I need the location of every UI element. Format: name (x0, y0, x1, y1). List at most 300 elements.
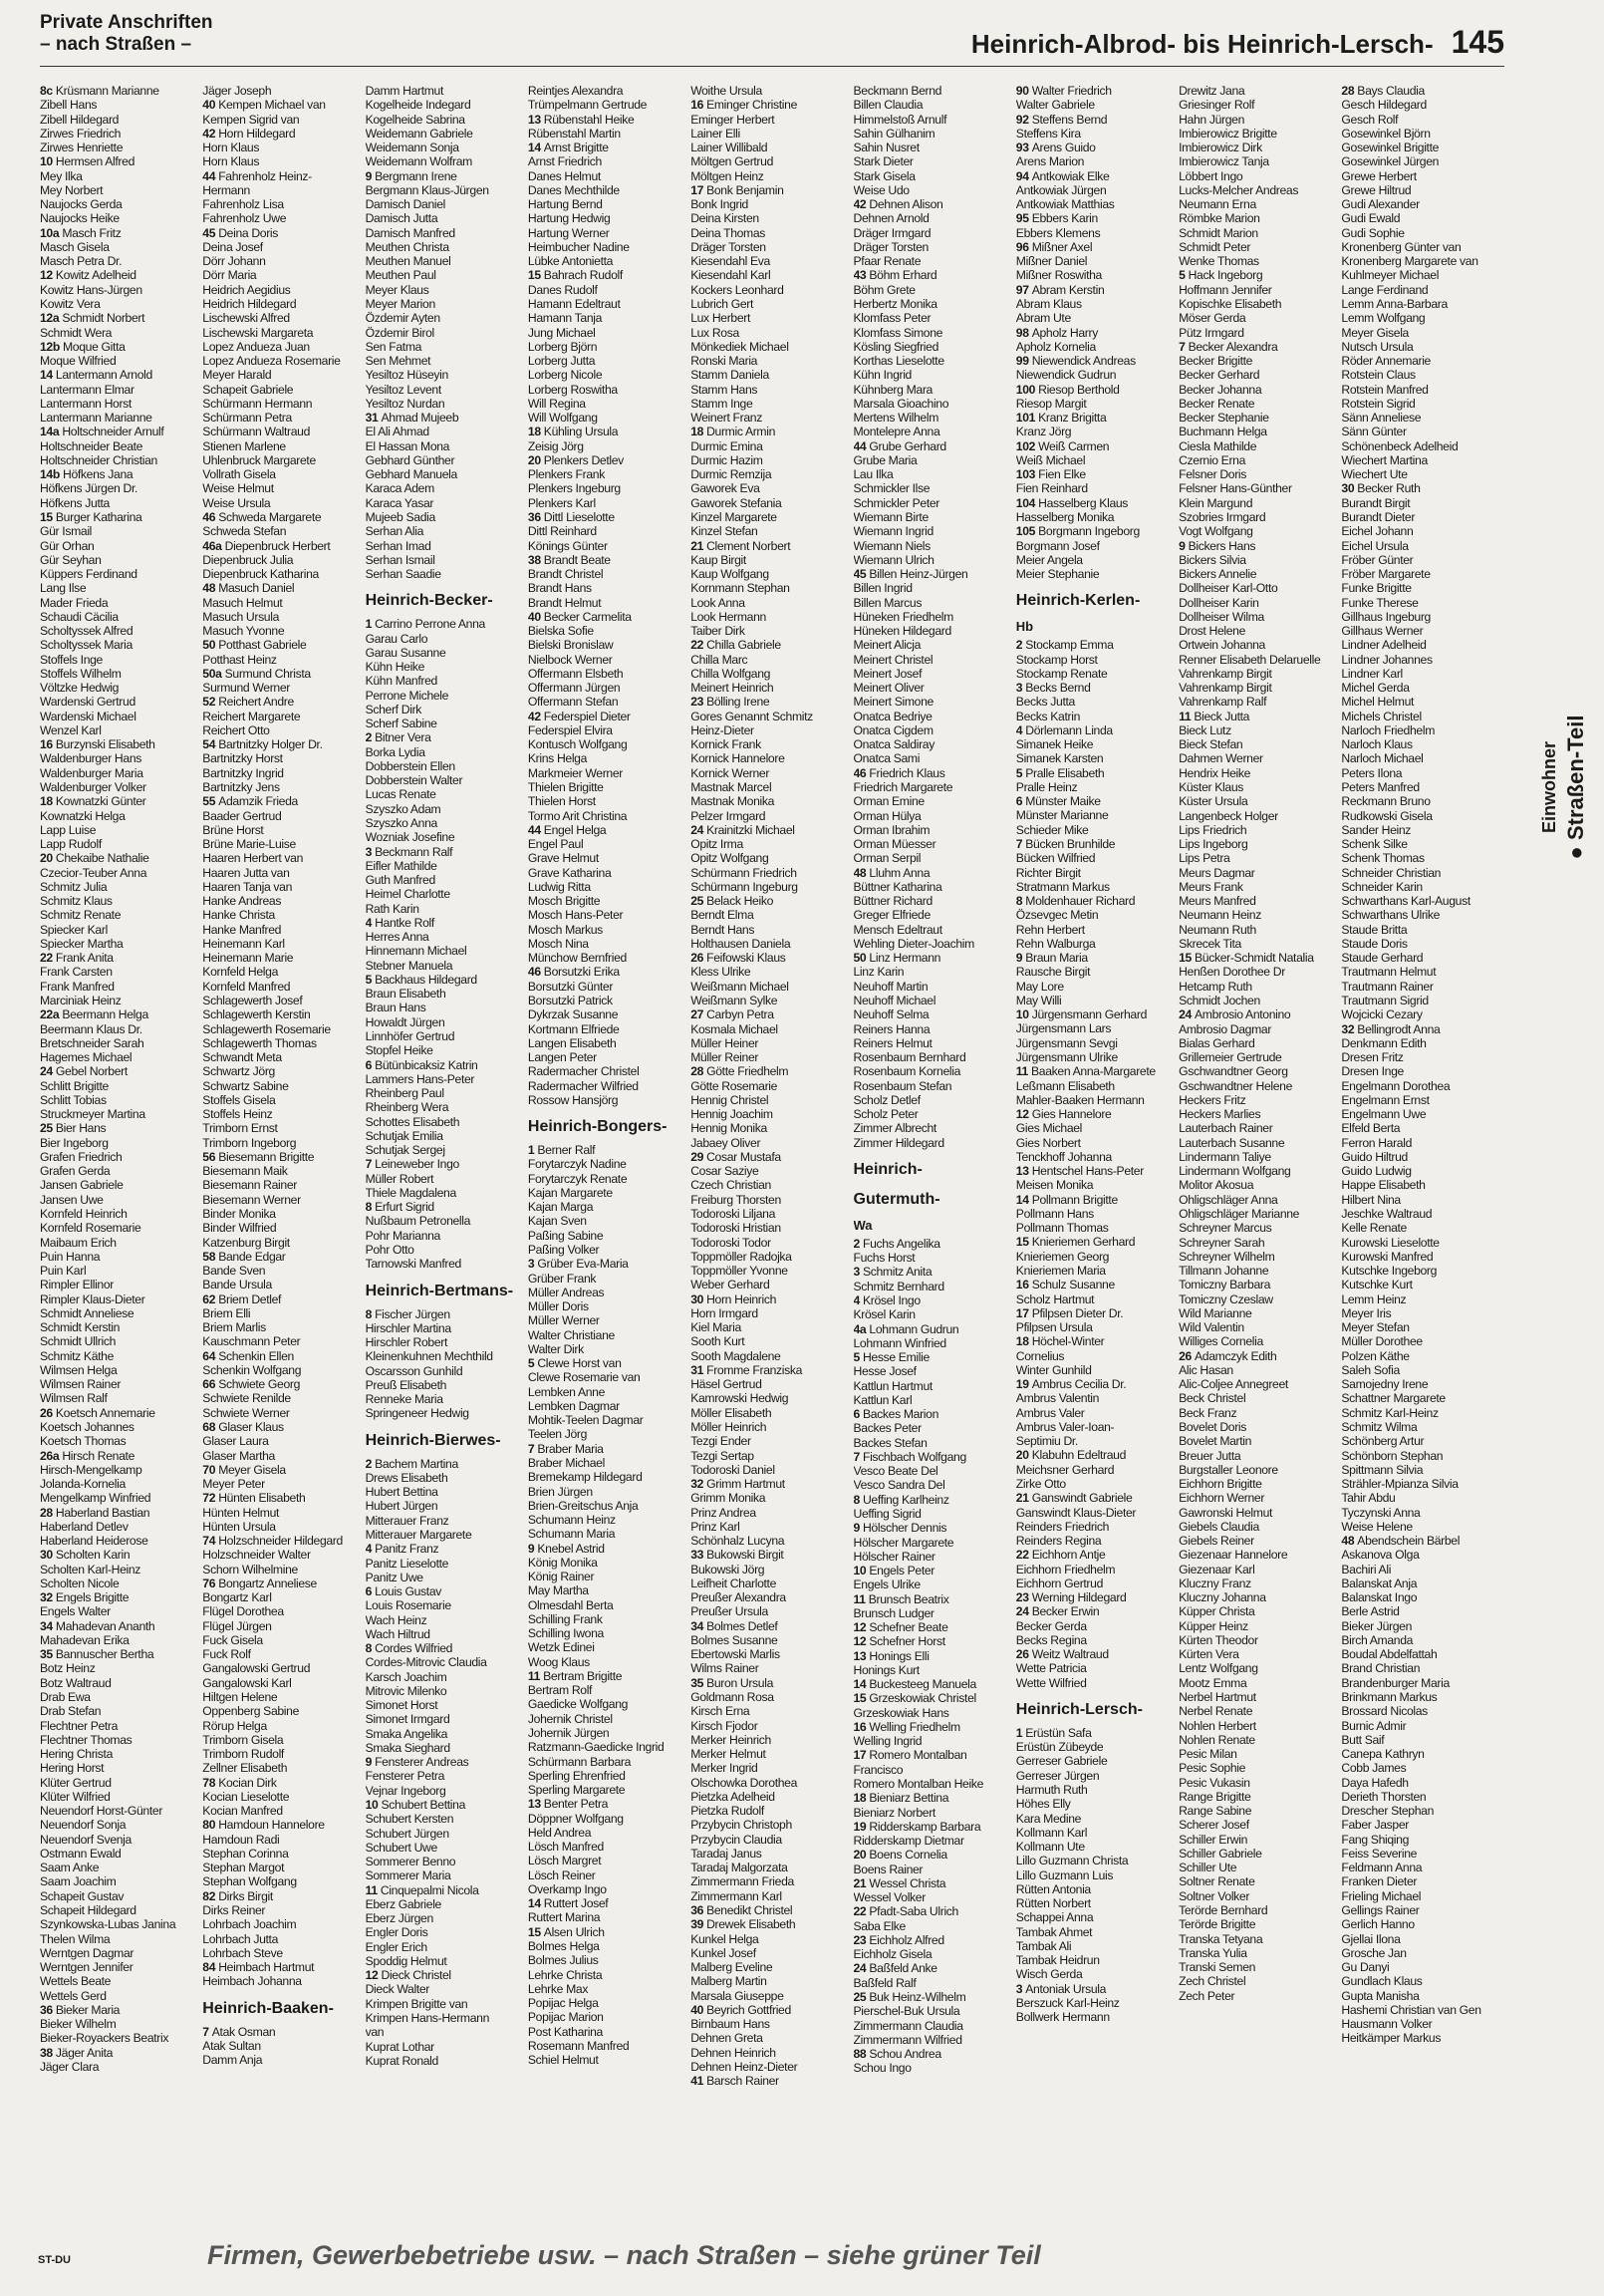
house-number: 27 (690, 1007, 707, 1022)
resident-entry: Klüter Wilfried (40, 1789, 111, 1804)
resident-entry: Küpper Heinz (1179, 1618, 1248, 1633)
resident-entry: Breuer Jutta (1179, 1448, 1241, 1463)
resident-entry: Dahmen Werner (1179, 751, 1263, 766)
resident-entry: Schottes Elisabeth (365, 1114, 460, 1129)
resident-entry: Horn Klaus (202, 141, 260, 155)
resident-entry: Bartnitzky Jens (202, 780, 280, 795)
house-number: 26 (1015, 1647, 1032, 1662)
resident-entry: Gosewinkel Björn (1341, 126, 1431, 141)
resident-entry: Meier Stephanie (1015, 567, 1100, 582)
resident-entry: Jäger Clara (40, 2059, 100, 2074)
resident-entry: Puin Karl (40, 1264, 87, 1279)
resident-entry: 20 Chekaibe Nathalie (40, 851, 149, 866)
resident-entry: 22 Pfadt-Saba Ulrich (853, 1904, 958, 1919)
resident-entry: Rosemann Manfred (527, 2038, 630, 2053)
resident-entry: Gür Ismail (40, 524, 93, 539)
resident-entry: Weber Gerhard (690, 1278, 770, 1292)
house-number: 14 (527, 1896, 544, 1911)
resident-entry: Drews Elisabeth (365, 1470, 448, 1485)
resident-entry: Frieling Michael (1341, 1888, 1422, 1903)
resident-entry: Lohmann Winfried (853, 1335, 946, 1350)
resident-entry: Orman Emine (853, 794, 925, 809)
resident-entry: Weißmann Sylke (690, 994, 778, 1007)
directory-column (1179, 84, 1339, 2176)
house-number: 30 (40, 1548, 56, 1563)
resident-entry: Schmidt Anneliese (40, 1305, 134, 1320)
house-number: 14 (1015, 1192, 1032, 1207)
resident-entry: 100 Riesop Berthold (1015, 382, 1120, 397)
resident-entry: Kinzel Stefan (690, 524, 758, 539)
resident-entry: Struckmeyer Martina (40, 1107, 145, 1122)
resident-entry: 9 Hölscher Dennis (853, 1521, 947, 1536)
resident-entry: Askanova Olga (1341, 1548, 1420, 1563)
resident-entry: Sen Fatma (365, 339, 422, 354)
house-number: 6 (1015, 794, 1026, 809)
resident-entry: Engler Erich (365, 1939, 427, 1954)
resident-entry: 19 Ridderskamp Barbara (853, 1819, 981, 1834)
resident-entry: Meichsner Gerhard (1015, 1462, 1115, 1477)
resident-entry: Deina Josef (202, 239, 263, 254)
resident-entry: Brüne Horst (202, 822, 264, 837)
resident-entry: 104 Hasselberg Klaus (1015, 495, 1129, 510)
house-number: 88 (853, 2047, 870, 2062)
resident-entry: 14a Holtschneider Arnulf (40, 425, 164, 439)
resident-entry: 3 Beckmann Ralf (365, 844, 453, 859)
resident-entry: Feldmann Anna (1341, 1861, 1423, 1875)
house-number: 100 (1015, 382, 1039, 397)
resident-entry: Schenkin Wolfgang (202, 1362, 302, 1377)
resident-entry: Waldenburger Volker (40, 780, 146, 795)
resident-entry: Sperling Ehrenfried (527, 1768, 626, 1783)
house-number: 16 (690, 98, 707, 113)
resident-entry: Marsala Gioachino (853, 396, 949, 411)
resident-entry: Ebbers Klemens (1015, 225, 1101, 240)
resident-entry: 2 Bachem Martina (365, 1456, 458, 1471)
resident-entry: Will Regina (527, 396, 586, 411)
resident-entry: Prinz Karl (690, 1519, 740, 1534)
resident-entry: Zellner Elisabeth (202, 1761, 288, 1776)
house-number: 95 (1015, 211, 1032, 226)
resident-entry: Vahrenkamp Birgit (1179, 681, 1272, 696)
house-number: 13 (1015, 1164, 1032, 1179)
resident-entry: 36 Dittl Lieselotte (527, 509, 615, 524)
resident-entry: Ambrus Valentin (1015, 1391, 1100, 1406)
resident-entry: Jürgensmann Lars (1015, 1021, 1112, 1036)
resident-entry: Pollmann Thomas (1015, 1221, 1109, 1236)
house-number: 42 (853, 197, 870, 212)
resident-entry: Reiners Helmut (853, 1035, 933, 1050)
resident-entry: Pütz Irmgard (1179, 325, 1244, 340)
resident-entry: Puin Hanna (40, 1249, 101, 1264)
resident-entry: Meurs Manfred (1179, 894, 1256, 909)
house-number: 18 (40, 794, 56, 809)
resident-entry: Saam Anke (40, 1861, 100, 1875)
resident-entry: Moque Wilfried (40, 354, 117, 369)
section-title-line1: Private Anschriften (40, 12, 213, 33)
resident-entry: Schlitt Tobias (40, 1092, 107, 1107)
resident-entry: Kranz Jörg (1015, 425, 1072, 439)
resident-entry: 70 Meyer Gisela (202, 1462, 286, 1477)
resident-entry: Brüne Marie-Luise (202, 837, 296, 852)
resident-entry: Glaser Laura (202, 1434, 269, 1449)
resident-entry: Funke Therese (1341, 595, 1419, 610)
resident-entry: Dykrzak Susanne (527, 1007, 619, 1022)
resident-entry: Wiemann Niels (853, 538, 931, 553)
resident-entry: Franken Dieter (1341, 1874, 1418, 1889)
resident-entry: Schmitz Klaus (40, 894, 113, 909)
resident-entry: Szobries Irmgard (1179, 509, 1266, 524)
resident-entry: Eifler Mathilde (365, 858, 437, 873)
resident-entry: 25 Belack Heiko (690, 894, 774, 909)
resident-entry: Hirschler Robert (365, 1335, 448, 1350)
resident-entry: König Monika (527, 1555, 598, 1570)
house-number: 45 (853, 567, 870, 582)
house-number: 12 (365, 1968, 382, 1983)
resident-entry: Onatca Saldiray (853, 737, 935, 752)
directory-column (1016, 84, 1177, 2176)
resident-entry: Trimborn Rudolf (202, 1747, 284, 1762)
resident-entry: 16 Schulz Susanne (1015, 1278, 1115, 1292)
resident-entry: Louis Rosemarie (365, 1598, 451, 1613)
resident-entry: 3 Schmitz Anita (853, 1265, 933, 1280)
resident-entry: Panitz Lieselotte (365, 1556, 449, 1571)
resident-entry: Perrone Michele (365, 688, 449, 703)
resident-entry: Hennig Monika (690, 1121, 767, 1136)
resident-entry: Kogelheide Sabrina (365, 112, 465, 127)
house-number: 4 (1015, 722, 1026, 737)
resident-entry: Staude Gerhard (1341, 951, 1424, 966)
house-number: 1 (1015, 1725, 1026, 1740)
resident-entry: Eberz Gabriele (365, 1896, 441, 1911)
resident-entry: Pierschel-Buk Ursula (853, 2004, 960, 2019)
resident-entry: 7 Becker Alexandra (1179, 339, 1278, 354)
resident-entry: Weidemann Gabriele (365, 126, 473, 141)
resident-entry: Engelmann Uwe (1341, 1107, 1427, 1122)
resident-entry: Kornick Frank (690, 737, 761, 752)
resident-entry: Bongartz Karl (202, 1590, 272, 1605)
resident-entry: Grewe Hiltrud (1341, 182, 1412, 197)
resident-entry: Kornfeld Helga (202, 965, 279, 980)
resident-entry: Pesic Sophie (1179, 1761, 1246, 1776)
resident-entry: 40 Kempen Michael van (202, 98, 326, 113)
resident-entry: Samojedny Irene (1341, 1377, 1429, 1392)
resident-entry: Schorn Wilhelmine (202, 1562, 298, 1577)
resident-entry: 78 Kocian Dirk (202, 1775, 277, 1790)
resident-entry: Kowitz Vera (40, 296, 101, 311)
resident-entry: 48 Masuch Daniel (202, 581, 295, 596)
resident-entry: 24 Gebel Norbert (40, 1064, 128, 1079)
resident-entry: Horn Klaus (202, 154, 260, 169)
resident-entry: Braber Michael (527, 1455, 605, 1470)
resident-entry: Weinert Franz (690, 411, 762, 426)
resident-entry: Lorberg Roswitha (527, 382, 618, 397)
resident-entry: Hennig Christel (690, 1092, 769, 1107)
resident-entry: 44 Engel Helga (527, 822, 607, 837)
house-number: 29 (690, 1149, 707, 1164)
resident-entry: Durmic Hazim (690, 452, 763, 467)
resident-entry: Faber Jasper (1341, 1818, 1409, 1833)
resident-entry: Radermacher Christel (527, 1064, 640, 1079)
resident-entry: Kogelheide Indegard (365, 98, 471, 113)
resident-entry: Kless Ulrike (690, 965, 751, 980)
resident-entry: Reinders Regina (1015, 1534, 1102, 1549)
resident-entry: Walter Dirk (527, 1341, 584, 1356)
resident-entry: 32 Grimm Hartmut (690, 1477, 785, 1492)
house-number: 38 (40, 2045, 56, 2060)
resident-entry: Gerreser Jürgen (1015, 1768, 1100, 1783)
house-number: 20 (40, 851, 56, 866)
resident-entry: 94 Antkowiak Elke (1015, 168, 1110, 183)
resident-entry: Oscarsson Gunhild (365, 1363, 463, 1378)
resident-entry: 64 Schenkin Ellen (202, 1348, 294, 1363)
resident-entry: Kocian Manfred (202, 1804, 283, 1819)
resident-entry: Kowitz Hans-Jürgen (40, 282, 142, 297)
resident-entry: Kuprat Ronald (365, 2053, 438, 2068)
house-number: 15 (1015, 1235, 1032, 1250)
house-number: 3 (1015, 1981, 1026, 1996)
resident-entry: Holtschneider Christian (40, 452, 157, 467)
resident-entry: Schappei Anna (1015, 1910, 1094, 1925)
resident-entry: Meyer Gisela (1341, 325, 1409, 340)
resident-entry: Hausmann Volker (1341, 2017, 1433, 2032)
resident-entry: Gschwandtner Helene (1179, 1078, 1293, 1093)
resident-entry: Schmickler Peter (853, 495, 940, 510)
resident-entry: Burgstaller Leonore (1179, 1462, 1278, 1477)
resident-entry: Lux Herbert (690, 311, 751, 326)
resident-entry: 26 Weitz Waltraud (1015, 1647, 1109, 1662)
resident-entry: Thielen Brigitte (527, 780, 604, 795)
directory-column (854, 84, 1014, 2176)
resident-entry: Yesiltoz Levent (365, 382, 441, 397)
resident-entry: Rütten Norbert (1015, 1896, 1091, 1911)
house-number: 3 (853, 1265, 863, 1280)
resident-entry: Gesch Hildegard (1341, 98, 1427, 113)
resident-entry: Braun Hans (365, 1001, 426, 1015)
resident-entry: Stark Gisela (853, 168, 916, 183)
resident-entry: 11 Bieck Jutta (1179, 709, 1250, 723)
resident-entry: Spiecker Martha (40, 936, 124, 951)
resident-entry: 21 Clement Norbert (690, 538, 791, 553)
resident-entry: Gosewinkel Brigitte (1341, 141, 1440, 155)
resident-entry: Hartung Werner (527, 225, 610, 240)
resident-entry: Bolmes Julius (527, 1953, 599, 1968)
resident-entry: 25 Buk Heinz-Wilhelm (853, 1990, 966, 2004)
resident-entry: Jansen Gabriele (40, 1178, 124, 1193)
resident-entry: Lapp Luise (40, 822, 97, 837)
resident-entry: Mastnak Monika (690, 794, 775, 809)
resident-entry: Abram Ute (1015, 311, 1071, 326)
resident-entry: Schönhalz Lucyna (690, 1534, 785, 1549)
resident-entry: Wiemann Ulrich (853, 552, 935, 567)
resident-entry: Dresen Inge (1341, 1064, 1404, 1079)
resident-entry: Hashemi Christian van Gen (1341, 2002, 1481, 2017)
house-number: 46a (202, 538, 225, 553)
resident-entry: Gschwandtner Georg (1179, 1064, 1288, 1079)
resident-entry: Abram Klaus (1015, 296, 1082, 311)
resident-entry: Weißmann Michael (690, 979, 789, 994)
resident-entry: Briem Marlis (202, 1320, 266, 1335)
resident-entry: Gellings Rainer (1341, 1903, 1420, 1917)
resident-entry: Mitterauer Franz (365, 1513, 449, 1528)
house-number: 19 (1015, 1377, 1032, 1392)
resident-entry: 15 Burger Katharina (40, 509, 142, 524)
resident-entry: Hölscher Margarete (853, 1535, 954, 1550)
resident-entry: Damm Anja (202, 2053, 263, 2068)
resident-entry: 35 Buron Ursula (690, 1675, 774, 1690)
resident-entry: Vollrath Gisela (202, 467, 276, 482)
resident-entry: Jürgensmann Sevgi (1015, 1035, 1118, 1050)
resident-entry: 36 Benedikt Christel (690, 1903, 793, 1917)
resident-entry: Felsner Doris (1179, 467, 1247, 482)
house-number: 72 (202, 1491, 219, 1506)
resident-entry: Hennig Joachim (690, 1107, 773, 1122)
resident-entry: 42 Horn Hildegard (202, 126, 296, 141)
house-number: 7 (853, 1449, 863, 1464)
resident-entry: 8 Fischer Jürgen (365, 1306, 450, 1321)
resident-entry: Wiechert Ute (1341, 467, 1408, 482)
resident-entry: Kajan Marga (527, 1200, 594, 1215)
resident-entry: Drab Ewa (40, 1690, 91, 1705)
house-number: 56 (202, 1149, 219, 1164)
resident-entry: Grzeskowiak Hans (853, 1705, 949, 1720)
resident-entry: Simonet Horst (365, 1698, 438, 1713)
resident-entry: Lips Friedrich (1179, 822, 1247, 837)
resident-entry: Hesse Josef (853, 1364, 917, 1379)
house-number: 26a (40, 1448, 63, 1463)
resident-entry: 48 Lluhm Anna (853, 865, 931, 880)
resident-entry: Imbierowicz Brigitte (1179, 126, 1277, 141)
side-label-line2: ● Straßen-Teil (1563, 715, 1588, 860)
resident-entry: Masuch Ursula (202, 609, 280, 624)
resident-entry: Szyszko Anna (365, 816, 437, 831)
resident-entry: Kattlun Karl (853, 1392, 913, 1407)
resident-entry: Rörup Helga (202, 1718, 267, 1733)
resident-entry: Ganswindt Klaus-Dieter (1015, 1505, 1137, 1520)
resident-entry: 42 Dehnen Alison (853, 197, 943, 212)
resident-entry: Michel Helmut (1341, 695, 1415, 710)
house-number: 23 (1015, 1590, 1032, 1605)
resident-entry: Birch Amanda (1341, 1632, 1414, 1647)
house-number: 13 (853, 1648, 870, 1663)
resident-entry: 18 Bieniarz Bettina (853, 1791, 949, 1806)
resident-entry: Engel Paul (527, 837, 584, 852)
resident-entry: 8 Ueffing Karlheinz (853, 1492, 949, 1507)
resident-entry: Meinert Alicja (853, 638, 922, 653)
resident-entry: 13 Rübenstahl Heike (527, 112, 635, 127)
resident-entry: Lips Petra (1179, 851, 1230, 866)
resident-entry: 9 Bickers Hans (1179, 538, 1256, 553)
resident-entry: Lehrke Max (527, 1981, 589, 1996)
house-number: 31 (365, 411, 382, 426)
resident-entry: Burandt Birgit (1341, 495, 1411, 510)
resident-entry: Bartnitzky Horst (202, 751, 283, 766)
resident-entry: Popijac Marion (527, 2010, 604, 2025)
resident-entry: Becker Brigitte (1179, 354, 1253, 369)
resident-entry: Klein Margund (1179, 495, 1253, 510)
resident-entry: Kamrowski Hedwig (690, 1391, 789, 1406)
resident-entry: 6 Louis Gustav (365, 1584, 441, 1599)
resident-entry: Tezgi Ender (690, 1434, 751, 1449)
resident-entry: Look Hermann (690, 609, 766, 624)
resident-entry: Will Wolfgang (527, 411, 598, 426)
resident-entry: Lucks-Melcher Andreas (1179, 182, 1299, 197)
resident-entry: Hetcamp Ruth (1179, 979, 1252, 994)
resident-entry: Spiecker Karl (40, 922, 108, 937)
resident-entry: Taiber Dirk (690, 624, 745, 639)
resident-entry: Kempen Sigrid van (202, 112, 300, 127)
resident-entry: Nerbel Renate (1179, 1704, 1253, 1719)
resident-entry: Billen Marcus (853, 595, 923, 610)
resident-entry: Kühn Manfred (365, 674, 437, 689)
resident-entry: 18 Durmic Armin (690, 425, 776, 439)
resident-entry: Stephan Corinna (202, 1846, 289, 1861)
resident-entry: Serhan Ismail (365, 552, 435, 567)
resident-entry: Löbbert Ingo (1179, 168, 1243, 183)
resident-entry: Wojcicki Cezary (1341, 1007, 1423, 1022)
resident-entry: Renneke Maria (365, 1392, 443, 1407)
house-number: 12 (853, 1620, 870, 1635)
resident-entry: Müller Dorothee (1341, 1334, 1423, 1349)
resident-entry: Rotstein Claus (1341, 368, 1416, 383)
house-number: 24 (1015, 1604, 1032, 1619)
resident-entry: Brandt Helmut (527, 595, 602, 610)
resident-entry: Spoddig Helmut (365, 1953, 447, 1968)
resident-entry: Baßfeld Ralf (853, 1975, 917, 1990)
resident-entry: Gjellai Ilona (1341, 1931, 1401, 1946)
resident-entry: Heckers Fritz (1179, 1092, 1246, 1107)
resident-entry: Lux Rosa (690, 325, 739, 340)
resident-entry: Meisen Monika (1015, 1178, 1094, 1193)
resident-entry: 22 Eichhorn Antje (1015, 1548, 1106, 1563)
resident-entry: Mißner Roswitha (1015, 268, 1102, 283)
house-number: 22a (40, 1007, 63, 1022)
resident-entry: Schürmann Petra (202, 411, 292, 426)
resident-entry: Bollwerk Hermann (1015, 2010, 1110, 2025)
resident-entry: Radermacher Wilfried (527, 1078, 639, 1093)
resident-entry: Grewe Herbert (1341, 168, 1417, 183)
resident-entry: Jolanda-Kornelia (40, 1477, 126, 1492)
house-number: 33 (690, 1548, 707, 1563)
house-number: 5 (1015, 765, 1026, 780)
resident-entry: Gesch Rolf (1341, 112, 1399, 127)
resident-entry: Borka Lydia (365, 744, 425, 759)
resident-entry: Kutschke Kurt (1341, 1278, 1413, 1292)
resident-entry: 6 Backes Marion (853, 1407, 939, 1422)
resident-entry: Klomfass Simone (853, 325, 943, 340)
resident-entry: Krins Helga (527, 751, 588, 766)
resident-entry: Olschowka Dorothea (690, 1775, 798, 1790)
resident-entry: Schenk Thomas (1341, 851, 1425, 866)
house-number: 10 (365, 1798, 382, 1813)
resident-entry: Williges Cornelia (1179, 1334, 1263, 1349)
resident-entry: Ambrus Valer (1015, 1405, 1085, 1420)
resident-entry: Eminger Herbert (690, 112, 775, 127)
street-heading: Heinrich- (853, 1160, 923, 1178)
resident-entry: Feiss Severine (1341, 1846, 1418, 1861)
resident-entry: Gerreser Gabriele (1015, 1754, 1108, 1769)
resident-entry: Krimpen Hans-Hermann (365, 2011, 489, 2025)
resident-entry: Drewitz Jana (1179, 84, 1245, 98)
resident-entry: 11 Baaken Anna-Margarete (1015, 1064, 1156, 1079)
resident-entry: Sänn Anneliese (1341, 411, 1422, 426)
resident-entry: Mader Frieda (40, 595, 109, 610)
resident-entry: Bergmann Klaus-Jürgen (365, 182, 489, 197)
resident-entry: Fang Shiqing (1341, 1832, 1410, 1847)
resident-entry: Gür Seyhan (40, 552, 102, 567)
resident-entry: Paßing Sabine (527, 1228, 604, 1243)
resident-entry: 22 Chilla Gabriele (690, 638, 781, 653)
resident-entry: Hanke Andreas (202, 894, 282, 909)
